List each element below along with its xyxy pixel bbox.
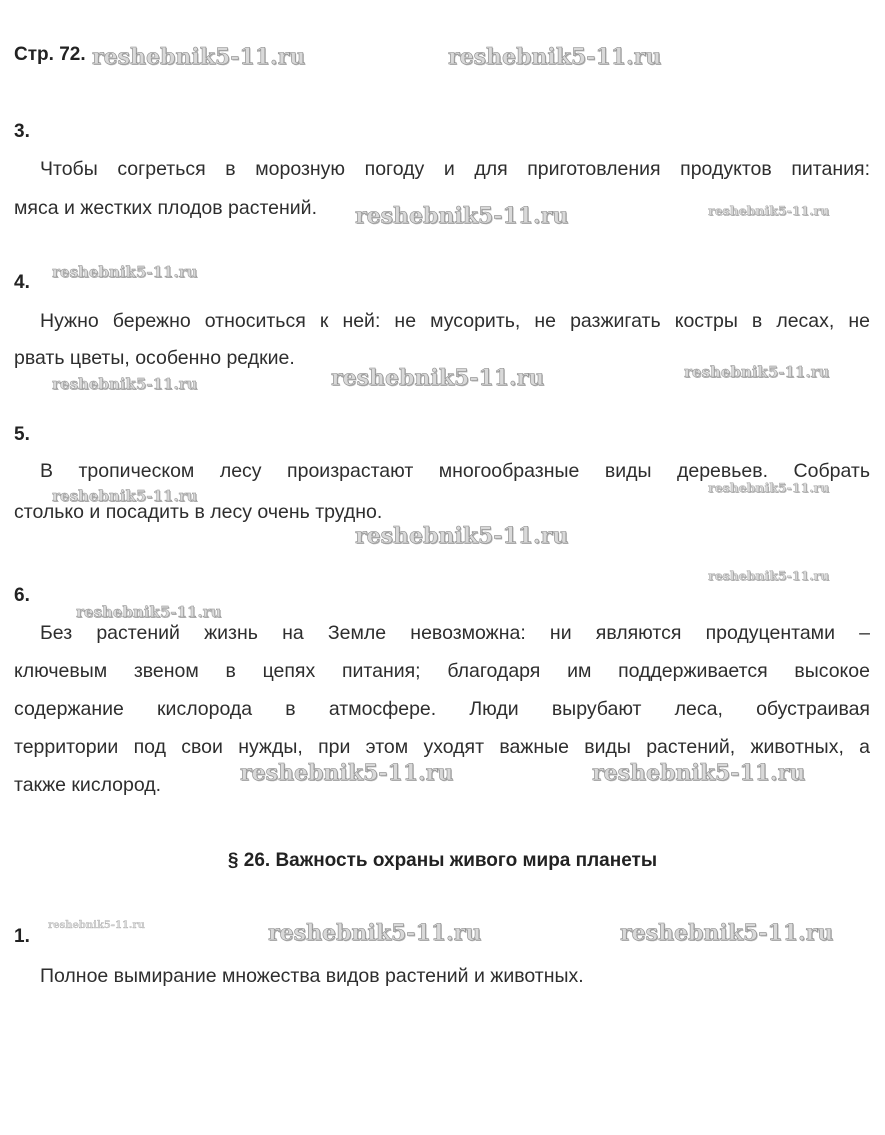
watermark: reshebnik5-11.ru	[76, 603, 222, 621]
watermark: reshebnik5-11.ru	[355, 523, 569, 549]
watermark: reshebnik5-11.ru	[331, 365, 545, 391]
answer-3-line-1: Чтобы согреться в морозную погоду и для приготовления продуктов питания:	[40, 158, 870, 180]
answer-6-line-5: также кислород.	[14, 774, 162, 796]
watermark: reshebnik5-11.ru	[684, 363, 830, 381]
page-label: Стр. 72.	[14, 44, 86, 65]
question-number-3: 3.	[14, 121, 30, 142]
watermark: reshebnik5-11.ru	[48, 920, 145, 931]
answer-4-line-2: рвать цветы, особенно редкие.	[14, 347, 295, 369]
watermark: reshebnik5-11.ru	[708, 480, 830, 495]
section-answer-1-line-1: Полное вымирание множества видов растений и животных.	[40, 965, 584, 987]
answer-4-line-1: Нужно бережно относиться к ней: не мусорить, не разжигать костры в лесах, не	[40, 310, 870, 332]
answer-5-line-1: В тропическом лесу произрастают многообразные виды деревьев. Собрать	[40, 460, 870, 482]
watermark: reshebnik5-11.ru	[708, 568, 830, 583]
answer-6-line-2: ключевым звеном в цепях питания; благодаря им поддерживается высокое	[14, 660, 870, 682]
answer-6-line-4: территории под свои нужды, при этом уходят важные виды растений, животных, а	[14, 736, 870, 758]
watermark: reshebnik5-11.ru	[240, 760, 454, 786]
watermark: reshebnik5-11.ru	[708, 203, 830, 218]
watermark: reshebnik5-11.ru	[52, 375, 198, 393]
answer-6-line-1: Без растений жизнь на Земле невозможна: ни являются продуцентами –	[40, 622, 870, 644]
watermark: reshebnik5-11.ru	[52, 263, 198, 281]
section-question-number-1: 1.	[14, 926, 30, 947]
answer-5-line-2: столько и посадить в лесу очень трудно.	[14, 501, 383, 523]
question-number-6: 6.	[14, 585, 30, 606]
watermark: reshebnik5-11.ru	[355, 203, 569, 229]
question-number-4: 4.	[14, 272, 30, 293]
answer-3-line-2: мяса и жестких плодов растений.	[14, 197, 317, 219]
answer-6-line-3: содержание кислорода в атмосфере. Люди вырубают леса, обустраивая	[14, 698, 870, 720]
watermark: reshebnik5-11.ru	[592, 760, 806, 786]
watermark: reshebnik5-11.ru	[448, 44, 662, 70]
watermark: reshebnik5-11.ru	[620, 920, 834, 946]
section-heading: § 26. Важность охраны живого мира планеты	[227, 850, 658, 871]
question-number-5: 5.	[14, 424, 30, 445]
watermark: reshebnik5-11.ru	[92, 44, 306, 70]
watermark: reshebnik5-11.ru	[268, 920, 482, 946]
watermark: reshebnik5-11.ru	[52, 487, 198, 505]
